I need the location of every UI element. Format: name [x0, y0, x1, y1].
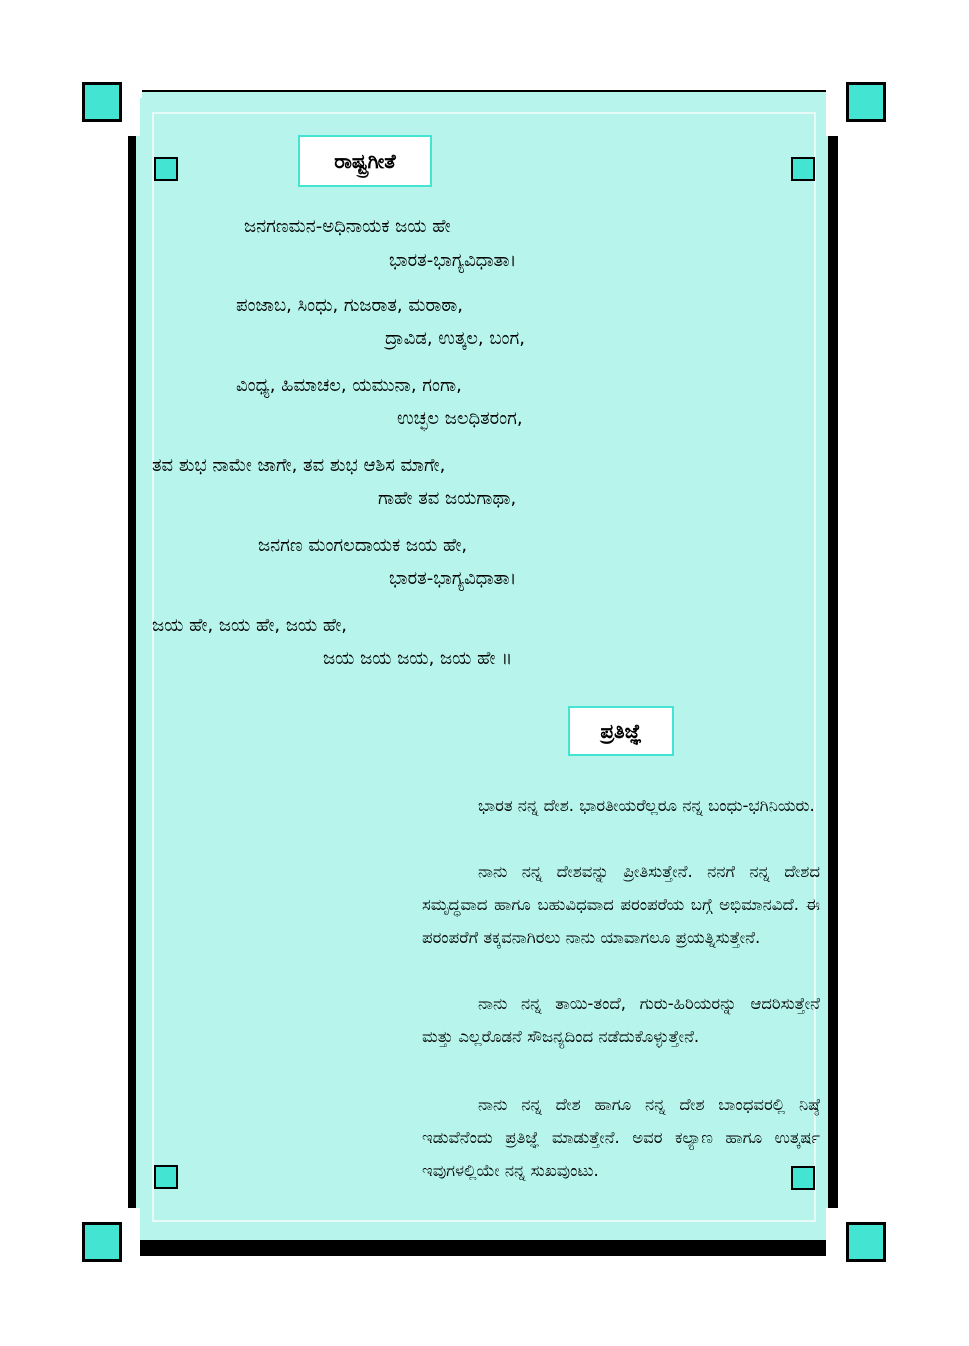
pledge-paragraph: ನಾನು ನನ್ನ ದೇಶವನ್ನು ಪ್ರೀತಿಸುತ್ತೇನೆ. ನನಗೆ ನನ್ನ ದೇಶದ ಸಮೃದ್ಧವಾದ ಹಾಗೂ ಬಹುವಿಧವಾದ ಪರಂಪರೆಯ ಬಗ್ಗೆ ಅಭಿಮಾನವಿದೆ. ಈ ಪರಂಪರೆಗೆ ತಕ್ಕವನಾಗಿರಲು ನಾನು ಯಾವಾಗಲೂ ಪ್ರಯತ್ನಿಸುತ್ತೇನೆ.	[422, 862, 820, 947]
anthem-line: ಭಾರತ-ಭಾಗ್ಯವಿಧಾತಾ।	[389, 250, 517, 271]
anthem-line: ಜಯ ಜಯ ಜಯ, ಜಯ ಹೇ ॥	[323, 648, 513, 669]
corner-notch	[826, 1208, 842, 1260]
pledge-paragraph: ನಾನು ನನ್ನ ತಾಯಿ-ತಂದೆ, ಗುರು-ಹಿರಿಯರನ್ನು ಆದರಿಸುತ್ತೇನೆ ಮತ್ತು ಎಲ್ಲರೊಡನೆ ಸೌಜನ್ಯದಿಂದ ನಡೆದುಕೊಳ್ಳುತ್ತೇನೆ.	[422, 994, 820, 1046]
anthem-line: ತವ ಶುಭ ನಾಮೇ ಜಾಗೇ, ತವ ಶುಭ ಆಶಿಸ ಮಾಗೇ,	[152, 455, 446, 476]
pledge-paragraph: ಭಾರತ ನನ್ನ ದೇಶ. ಭಾರತೀಯರೆಲ್ಲರೂ ನನ್ನ ಬಂಧು-ಭಗಿನಿಯರು.	[478, 796, 815, 815]
anthem-line: ಉಚ್ಛಲ ಜಲಧಿತರಂಗ,	[397, 408, 523, 429]
pledge-paragraph: ನಾನು ನನ್ನ ದೇಶ ಹಾಗೂ ನನ್ನ ದೇಶ ಬಾಂಧವರಲ್ಲಿ ನಿಷ್ಠೆ ಇಡುವೆನೆಂದು ಪ್ರತಿಜ್ಞೆ ಮಾಡುತ್ತೇನೆ. ಅವರ ಕಲ್ಯಾಣ ಹಾಗೂ ಉತ್ಕರ್ಷ ಇವುಗಳಲ್ಲಿಯೇ ನನ್ನ ಸುಖವುಂಟು.	[422, 1095, 820, 1180]
corner-square-bottom-right	[846, 1222, 886, 1262]
anthem-line: ಜಯ ಹೇ, ಜಯ ಹೇ, ಜಯ ಹೇ,	[152, 615, 348, 636]
anthem-line: ಜನಗಣಮನ-ಅಧಿನಾಯಕ ಜಯ ಹೇ	[244, 216, 451, 237]
anthem-line: ವಿಂಧ್ಯ, ಹಿಮಾಚಲ, ಯಮುನಾ, ಗಂಗಾ,	[236, 375, 462, 396]
anthem-title: ರಾಷ್ಟ್ರಗೀತೆ	[298, 135, 432, 187]
anthem-line: ದ್ರಾವಿಡ, ಉತ್ಕಲ, ಬಂಗ,	[385, 328, 525, 349]
inner-square-top-left	[154, 157, 178, 181]
anthem-line: ಗಾಹೇ ತವ ಜಯಗಾಥಾ,	[378, 488, 517, 509]
corner-square-top-left	[82, 82, 122, 122]
corner-notch	[126, 1208, 140, 1260]
inner-square-top-right	[791, 157, 815, 181]
corner-notch	[126, 88, 142, 98]
anthem-line: ಪಂಜಾಬ, ಸಿಂಧು, ಗುಜರಾತ, ಮರಾಠಾ,	[236, 295, 463, 316]
anthem-line: ಭಾರತ-ಭಾಗ್ಯವಿಧಾತಾ।	[389, 568, 517, 589]
corner-square-top-right	[846, 82, 886, 122]
corner-notch	[826, 88, 840, 136]
anthem-line: ಜನಗಣ ಮಂಗಲದಾಯಕ ಜಯ ಹೇ,	[258, 535, 468, 556]
pledge-title: ಪ್ರತಿಜ್ಞೆ	[568, 706, 674, 756]
inner-square-bottom-left	[154, 1165, 178, 1189]
corner-square-bottom-left	[82, 1222, 122, 1262]
